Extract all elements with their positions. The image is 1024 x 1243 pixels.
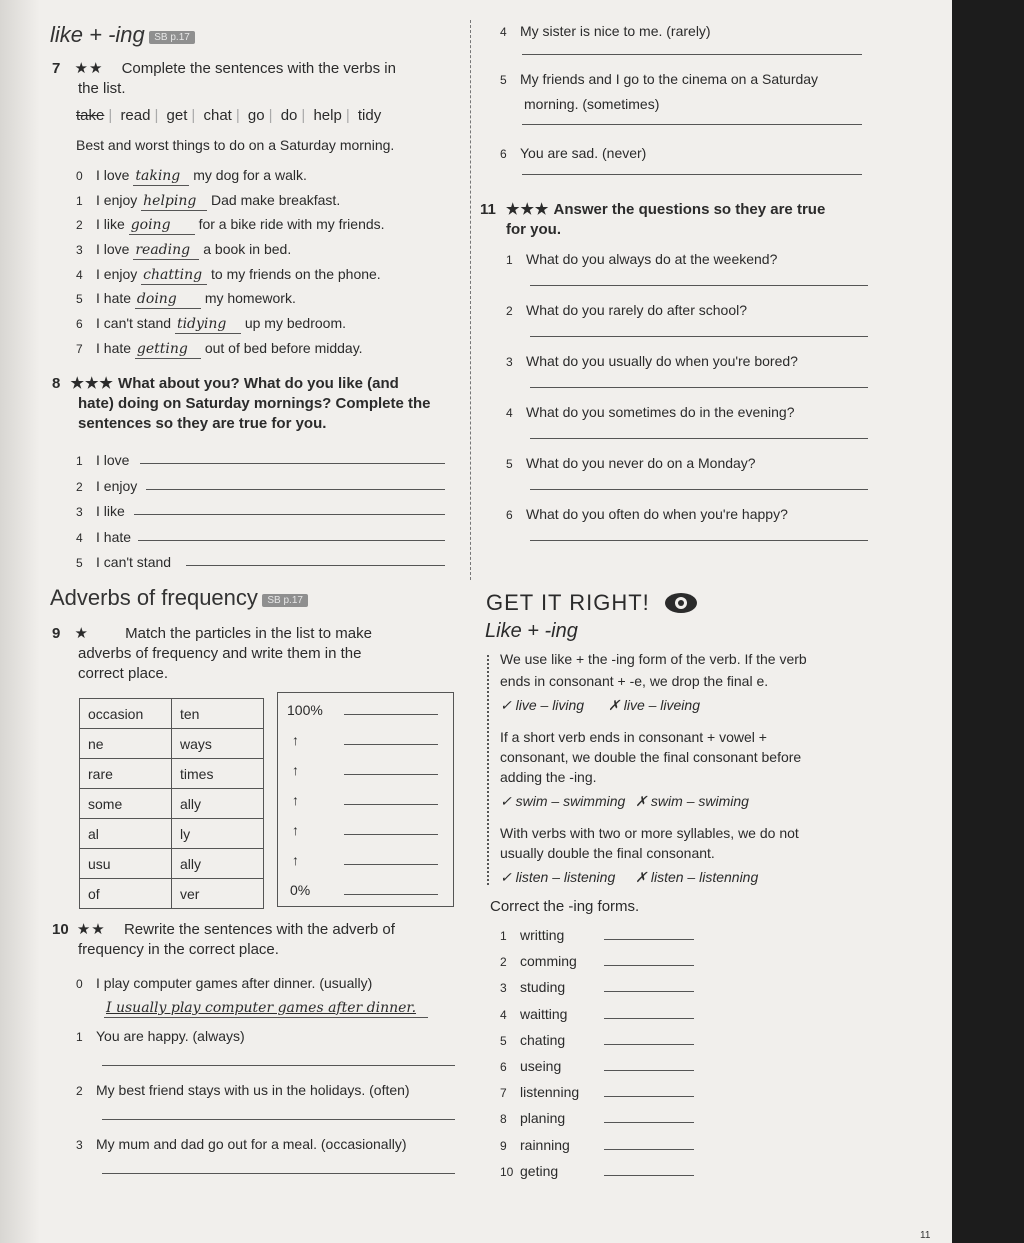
exercise-item: 6 You are sad. (never): [500, 145, 647, 161]
exercise-number: 9: [52, 625, 61, 642]
answer-line[interactable]: [102, 1119, 455, 1120]
instruction-text: Answer the questions so they are true: [553, 201, 826, 218]
answer-line[interactable]: [522, 54, 862, 55]
exercise-item: 3 I like: [76, 502, 171, 528]
answer-line[interactable]: [604, 1096, 694, 1097]
answer-line[interactable]: [530, 438, 868, 439]
answer-line[interactable]: [604, 965, 694, 966]
answer-line[interactable]: [530, 285, 868, 286]
exercise-item: 2 What do you rarely do after school?: [506, 301, 876, 352]
handwritten-answer[interactable]: chatting: [141, 266, 207, 285]
answer-line[interactable]: [344, 864, 438, 865]
section-adverbs-heading: [50, 585, 308, 611]
exercise-9-header: [52, 624, 452, 684]
exercise-11-list: [506, 250, 876, 556]
exercise-item-answer: [76, 998, 466, 1027]
section-title: like + -ing: [50, 22, 145, 47]
answer-line[interactable]: [530, 336, 868, 337]
word-list-item: read: [120, 107, 151, 124]
instruction-text: hate) doing on Saturday mornings? Complete the: [78, 395, 431, 412]
answer-line[interactable]: [102, 1173, 455, 1174]
exercise-10-header: [52, 920, 472, 960]
correct-forms-list: [500, 926, 694, 1188]
table-cell: ally: [172, 789, 264, 819]
exercise-item: 6 What do you often do when you're happy?: [506, 505, 876, 556]
correct-example: ✓ listen – listening: [500, 869, 616, 885]
exercise-item: 5 chating: [500, 1031, 694, 1057]
table-cell: rare: [80, 759, 172, 789]
rule-text: With verbs with two or more syllables, we do not: [500, 825, 799, 841]
rule-text: adding the -ing.: [500, 769, 597, 785]
eye-icon: [664, 592, 698, 619]
box-dotted-border: [487, 655, 489, 885]
answer-line[interactable]: [344, 744, 438, 745]
answer-line[interactable]: [604, 1149, 694, 1150]
answer-line[interactable]: [522, 174, 862, 175]
difficulty-stars: ★: [74, 625, 89, 642]
table-cell: ver: [172, 879, 264, 909]
exercise-item: 1 What do you always do at the weekend?: [506, 250, 876, 301]
exercise-item: 2 I enjoy: [76, 477, 171, 503]
instruction-text: the list.: [78, 80, 126, 97]
arrow-up-icon: ↑: [292, 792, 299, 808]
answer-line[interactable]: [138, 540, 445, 541]
wrong-example: ✗ swim – swiming: [635, 793, 749, 809]
handwritten-answer[interactable]: doing: [135, 290, 201, 309]
exercise-item: 1 I enjoy helping Dad make breakfast.: [76, 191, 341, 209]
wrong-example: ✗ live – liveing: [608, 697, 700, 713]
exercise-item: 5 I can't stand: [76, 553, 171, 579]
difficulty-stars: ★★★: [506, 201, 550, 218]
exercise-item: 6 I can't stand tidying up my bedroom.: [76, 315, 347, 333]
answer-line[interactable]: [604, 939, 694, 940]
sb-page-badge: SB p.17: [262, 594, 308, 607]
table-cell: ways: [172, 729, 264, 759]
answer-line[interactable]: [344, 774, 438, 775]
exercise-item: 4 I enjoy chatting to my friends on the phone.: [76, 265, 381, 283]
table-cell: of: [80, 879, 172, 909]
scale-label-0: 0%: [290, 882, 311, 898]
instruction-text: Complete the sentences with the verbs in: [121, 60, 396, 77]
answer-line[interactable]: [134, 514, 445, 515]
exercise-item: 4 waitting: [500, 1005, 694, 1031]
word-list-item: do: [280, 107, 298, 124]
difficulty-stars: ★★★: [70, 375, 114, 392]
exercise-item: 5 What do you never do on a Monday?: [506, 454, 876, 505]
handwritten-answer[interactable]: helping: [141, 192, 207, 211]
table-row: [80, 849, 264, 879]
instruction-text: Rewrite the sentences with the adverb of: [123, 921, 395, 938]
rule-example: [500, 792, 870, 810]
instruction-text: for you.: [506, 221, 561, 238]
exercise-number: 11: [480, 201, 496, 218]
exercise-item: 7 I hate getting out of bed before midday.: [76, 339, 363, 357]
exercise-item: 4 I hate: [76, 528, 171, 554]
exercise-item: 3 studing: [500, 978, 694, 1004]
word-list-item: chat: [203, 107, 232, 124]
word-list-item: go: [247, 107, 265, 124]
arrow-up-icon: ↑: [292, 732, 299, 748]
exercise-number: 8: [52, 375, 61, 392]
answer-row: [76, 1051, 466, 1081]
particles-table: [79, 698, 264, 909]
get-it-right-subtitle: Like + -ing: [485, 620, 578, 642]
instruction-text: adverbs of frequency and write them in the: [78, 645, 362, 662]
exercise-item: 1 You are happy. (always): [76, 1028, 245, 1044]
handwritten-answer[interactable]: I usually play computer games after dinner.: [104, 999, 428, 1018]
word-list-item: take: [76, 107, 105, 124]
section-title: Adverbs of frequency: [50, 585, 258, 610]
section-like-ing-heading: [50, 22, 195, 48]
answer-line[interactable]: [522, 124, 862, 125]
answer-line[interactable]: [140, 463, 445, 464]
answer-line[interactable]: [344, 804, 438, 805]
exercise-item: 3 My mum and dad go out for a meal. (occasionally): [76, 1136, 407, 1152]
answer-line[interactable]: [344, 714, 438, 715]
sb-page-badge: SB p.17: [149, 31, 195, 44]
table-row: [80, 879, 264, 909]
answer-line[interactable]: [186, 565, 445, 566]
table-cell: usu: [80, 849, 172, 879]
rule-text: If a short verb ends in consonant + vowel +: [500, 729, 767, 745]
answer-line[interactable]: [530, 387, 868, 388]
exercise-item: 2 comming: [500, 952, 694, 978]
table-cell: ne: [80, 729, 172, 759]
answer-line[interactable]: [530, 489, 868, 490]
exercise-11-header: [480, 200, 880, 240]
exercise-7-list: [76, 166, 385, 364]
page-number: 11: [920, 1230, 931, 1241]
get-it-right-title: GET IT RIGHT!: [486, 590, 650, 615]
exercise-item: 7 listenning: [500, 1083, 694, 1109]
scale-row: [278, 732, 453, 748]
exercise-item: 5 I hate doing my homework.: [76, 290, 296, 308]
word-list: take | read | get | chat | go | do | help | tidy: [72, 106, 385, 126]
arrow-up-icon: ↑: [292, 852, 299, 868]
wrong-example: ✗ listen – listenning: [635, 869, 759, 885]
answer-line[interactable]: [102, 1065, 455, 1066]
scale-row: [278, 702, 453, 718]
exercise-item: 1 writting: [500, 926, 694, 952]
scale-row: [278, 822, 453, 838]
answer-line[interactable]: [344, 834, 438, 835]
difficulty-stars: ★★: [74, 60, 104, 77]
rule-text: usually double the final consonant.: [500, 845, 715, 861]
scale-row: [278, 852, 453, 868]
rules-block: [500, 650, 870, 886]
correct-example: ✓ live – living: [500, 697, 585, 713]
exercise-item: 8 planing: [500, 1109, 694, 1135]
table-row: [80, 789, 264, 819]
table-row: [80, 759, 264, 789]
answer-line[interactable]: [604, 1175, 694, 1176]
instruction-text: correct place.: [78, 665, 169, 682]
exercise-item: 5 My friends and I go to the cinema on a Saturday morning. (sometimes): [500, 71, 819, 112]
exercise-item: 1 I love: [76, 451, 171, 477]
word-list-item: tidy: [357, 107, 382, 124]
exercise-number: 7: [52, 60, 61, 77]
get-it-right-box: [486, 590, 698, 619]
exercise-number: 10: [52, 921, 69, 938]
exercise-item: 3 What do you usually do when you're bored?: [506, 352, 876, 403]
answer-line[interactable]: [604, 1070, 694, 1071]
table-cell: times: [172, 759, 264, 789]
arrow-up-icon: ↑: [292, 822, 299, 838]
frequency-scale: [277, 692, 454, 907]
word-list-item: help: [313, 107, 342, 124]
exercise-item: 4 My sister is nice to me. (rarely): [500, 23, 711, 39]
rule-example: [500, 696, 870, 714]
instruction-text: sentences so they are true for you.: [78, 415, 327, 432]
exercise-item: 9 rainning: [500, 1136, 694, 1162]
exercise-item: 10 geting: [500, 1162, 694, 1188]
table-cell: ly: [172, 819, 264, 849]
exercise-item: 0 I love taking my dog for a walk.: [76, 167, 307, 184]
table-row: [80, 819, 264, 849]
answer-row: [76, 1159, 466, 1189]
handwritten-answer[interactable]: getting: [135, 340, 201, 359]
exercise-10-continued: [500, 22, 870, 174]
answer-line[interactable]: [604, 991, 694, 992]
exercise-item: 3 I love reading a book in bed.: [76, 241, 292, 259]
correct-example: ✓ swim – swimming: [500, 793, 626, 809]
scale-row: [278, 762, 453, 778]
correct-forms-title: Correct the -ing forms.: [490, 898, 640, 915]
exercise-item: 2 My best friend stays with us in the holidays. (often): [76, 1082, 410, 1098]
arrow-up-icon: ↑: [292, 762, 299, 778]
rule-text: We use like + the -ing form of the verb. If the verb: [500, 651, 807, 667]
difficulty-stars: ★★: [76, 921, 106, 938]
table-cell: occasion: [80, 699, 172, 729]
handwritten-answer[interactable]: reading: [133, 241, 199, 260]
answer-line[interactable]: [344, 894, 438, 895]
exercise-8-list: [76, 451, 171, 579]
exercise-item: 2 I like going for a bike ride with my friends.: [76, 216, 385, 234]
exercise-10-list: [76, 974, 466, 1189]
exercise-item: 4 What do you sometimes do in the evening?: [506, 403, 876, 454]
answer-line[interactable]: [604, 1044, 694, 1045]
handwritten-answer[interactable]: taking: [133, 167, 189, 186]
exercise-7-header: [52, 59, 452, 99]
table-cell: some: [80, 789, 172, 819]
instruction-text: What about you? What do you like (and: [118, 375, 399, 392]
table-cell: ally: [172, 849, 264, 879]
handwritten-answer[interactable]: tidying: [175, 315, 241, 334]
handwritten-answer[interactable]: going: [129, 216, 195, 235]
exercise-item: 6 useing: [500, 1057, 694, 1083]
exercise-item: 0 I play computer games after dinner. (usually): [76, 975, 373, 991]
scale-row: [278, 882, 453, 898]
table-cell: al: [80, 819, 172, 849]
exercise-subtitle: Best and worst things to do on a Saturday morning.: [76, 137, 395, 153]
scale-label-100: 100%: [287, 702, 323, 718]
rule-example: [500, 868, 870, 886]
table-row: [80, 699, 264, 729]
table-row: [80, 729, 264, 759]
rule-text: ends in consonant + -e, we drop the final e.: [500, 673, 769, 689]
scale-row: [278, 792, 453, 808]
answer-line[interactable]: [604, 1122, 694, 1123]
table-cell: ten: [172, 699, 264, 729]
instruction-text: Match the particles in the list to make: [125, 625, 372, 642]
answer-row: [76, 1105, 466, 1135]
answer-line[interactable]: [604, 1018, 694, 1019]
word-list-item: get: [166, 107, 188, 124]
column-divider: [470, 20, 471, 580]
exercise-8-header: [52, 374, 472, 434]
rule-text: consonant, we double the final consonant before: [500, 749, 802, 765]
answer-line[interactable]: [530, 540, 868, 541]
answer-line[interactable]: [146, 489, 445, 490]
instruction-text: frequency in the correct place.: [78, 941, 279, 958]
